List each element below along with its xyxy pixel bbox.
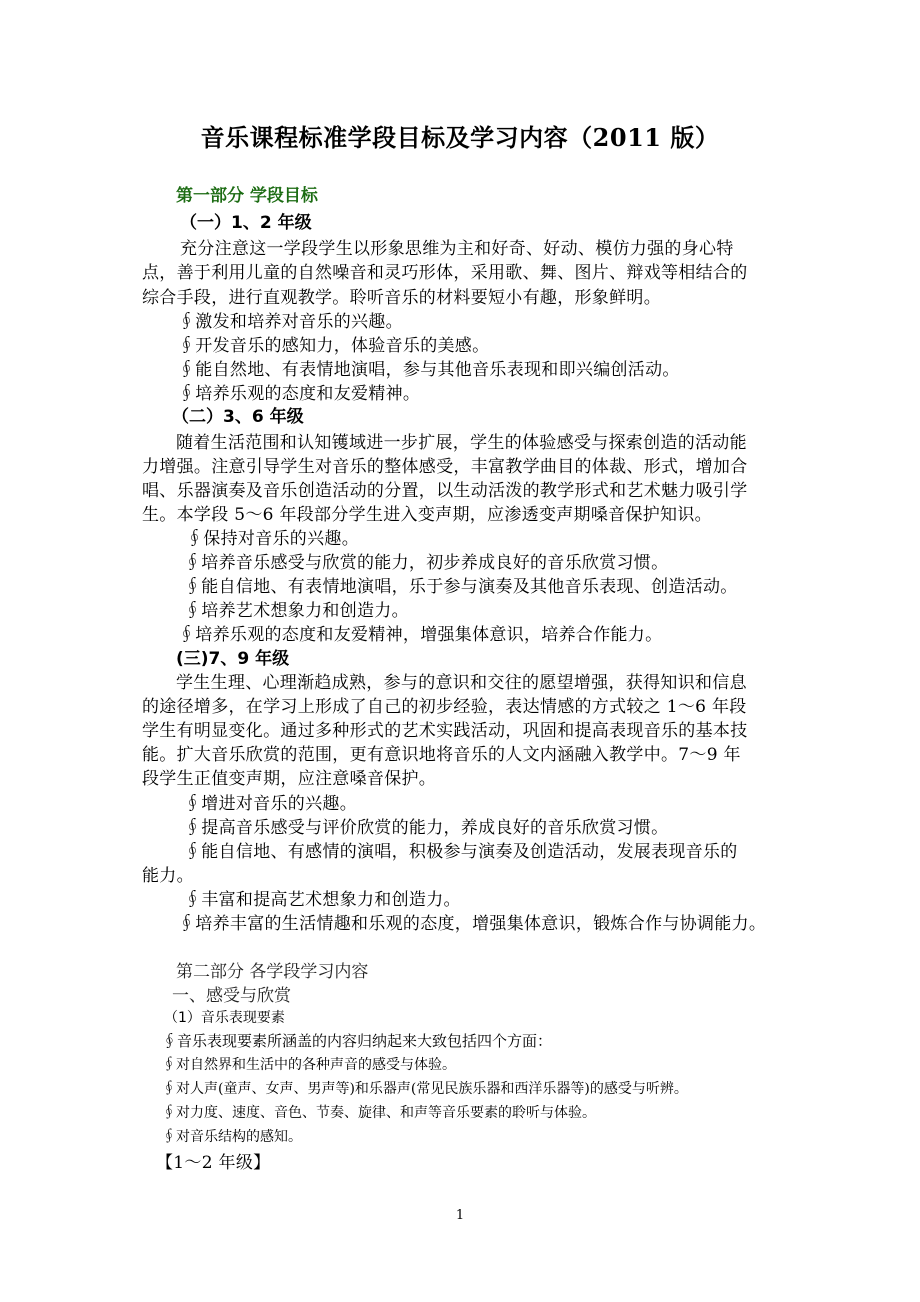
part2-line: ∮对音乐结构的感知。 xyxy=(162,1129,302,1145)
section-2-goal: ∮培养艺术想象力和创造力。 xyxy=(184,601,409,621)
section-3-goal: ∮丰富和提高艺术想象力和创造力。 xyxy=(184,890,461,910)
section-2-heading: （二）3、6 年级 xyxy=(172,407,304,427)
section-1-intro-line: 点，善于利用儿童的自然噪音和灵巧形体，采用歌、舞、图片、辩戏等相结合的 xyxy=(142,263,748,283)
part1-heading: 第一部分 学段目标 xyxy=(176,186,318,206)
section-3-heading: (三)7、9 年级 xyxy=(176,649,290,669)
section-3-goal: ∮提高音乐感受与评价欣赏的能力，养成良好的音乐欣赏习惯。 xyxy=(184,818,669,838)
section-2-goal: ∮能自信地、有表情地演唱，乐于参与演奏及其他音乐表现、创造活动。 xyxy=(184,577,738,597)
part2-line: ∮音乐表现要素所涵盖的内容归纳起来大致包括四个方面： xyxy=(162,1032,553,1050)
section-2-intro-line: 唱、乐器演奏及音乐创造活动的分置，以生动活泼的教学形式和艺术魅力吸引学 xyxy=(142,481,748,501)
part2-line: ∮对力度、速度、音色、节奏、旋律、和声等音乐要素的聆听与体验。 xyxy=(162,1105,596,1121)
section-1-goal: ∮激发和培养对音乐的兴趣。 xyxy=(178,312,403,332)
section-3-intro-line: 段学生正值变声期，应注意嗓音保护。 xyxy=(142,769,437,789)
section-1-intro-line: 充分注意这一学段学生以形象思维为主和好奇、好动、模仿力强的身心特 xyxy=(180,239,734,259)
section-2-goal: ∮培养乐观的态度和友爱精神，增强集体意识，培养合作能力。 xyxy=(178,625,663,645)
section-1-heading: （一）1、2 年级 xyxy=(180,213,312,233)
section-3-goal: ∮能自信地、有感情的演唱，积极参与演奏及创造活动，发展表现音乐的 xyxy=(184,842,738,862)
section-3-intro-line: 能。扩大音乐欣赏的范围，更有意识地将音乐的人文内涵融入教学中。7～9 年 xyxy=(142,745,741,765)
section-2-goal: ∮保持对音乐的兴趣。 xyxy=(186,529,359,549)
section-1-goal: ∮培养乐观的态度和友爱精神。 xyxy=(178,384,421,404)
section-3-goal: 能力。 xyxy=(142,866,194,886)
section-3-intro-line: 的途径增多，在学习上形成了自己的初步经验，表达情感的方式较之 1～6 年段 xyxy=(142,697,747,717)
section-3-goal: ∮增进对音乐的兴趣。 xyxy=(184,794,357,814)
section-2-intro-line: 力增强。注意引导学生对音乐的整体感受，丰富教学曲目的体裁、形式，增加合 xyxy=(142,457,748,477)
part2-subsection: （1）音乐表现要素 xyxy=(164,1010,285,1026)
part2-subheading: 一、感受与欣赏 xyxy=(172,986,291,1006)
section-2-goal: ∮培养音乐感受与欣赏的能力，初步养成良好的音乐欣赏习惯。 xyxy=(184,553,669,573)
section-3-goal: ∮培养丰富的生活情趣和乐观的态度，增强集体意识，锻炼合作与协调能力。 xyxy=(178,914,767,934)
page-number: 1 xyxy=(455,1208,465,1223)
part2-line: ∮对人声(童声、女声、男声等)和乐器声(常见民族乐器和西洋乐器等)的感受与听辨。 xyxy=(162,1081,688,1097)
section-1-goal: ∮能自然地、有表情地演唱，参与其他音乐表现和即兴编创活动。 xyxy=(178,360,680,380)
section-2-intro-line: 生。本学段 5～6 年段部分学生进入变声期，应渗透变声期嗓音保护知识。 xyxy=(142,505,712,525)
section-1-intro-line: 综合手段，进行直观教学。聆听音乐的材料要短小有趣，形象鲜明。 xyxy=(142,288,661,308)
document-title: 音乐课程标准学段目标及学习内容（2011 版） xyxy=(200,123,720,152)
part2-line: ∮对自然界和生活中的各种声音的感受与体验。 xyxy=(162,1057,456,1073)
section-1-goal: ∮开发音乐的感知力，体验音乐的美感。 xyxy=(178,336,490,356)
section-2-intro-line: 随着生活范围和认知镬域进一步扩展，学生的体验感受与探索创造的活动能 xyxy=(176,433,747,453)
grade-label: 【1～2 年级】 xyxy=(156,1153,271,1173)
section-3-intro-line: 学生生理、心理渐趋成熟，参与的意识和交往的愿望增强，获得知识和信息 xyxy=(176,673,747,693)
section-3-intro-line: 学生有明显变化。通过多种形式的艺术实践活动，巩固和提高表现音乐的基本技 xyxy=(142,721,748,741)
part2-heading: 第二部分 各学段学习内容 xyxy=(176,962,369,982)
